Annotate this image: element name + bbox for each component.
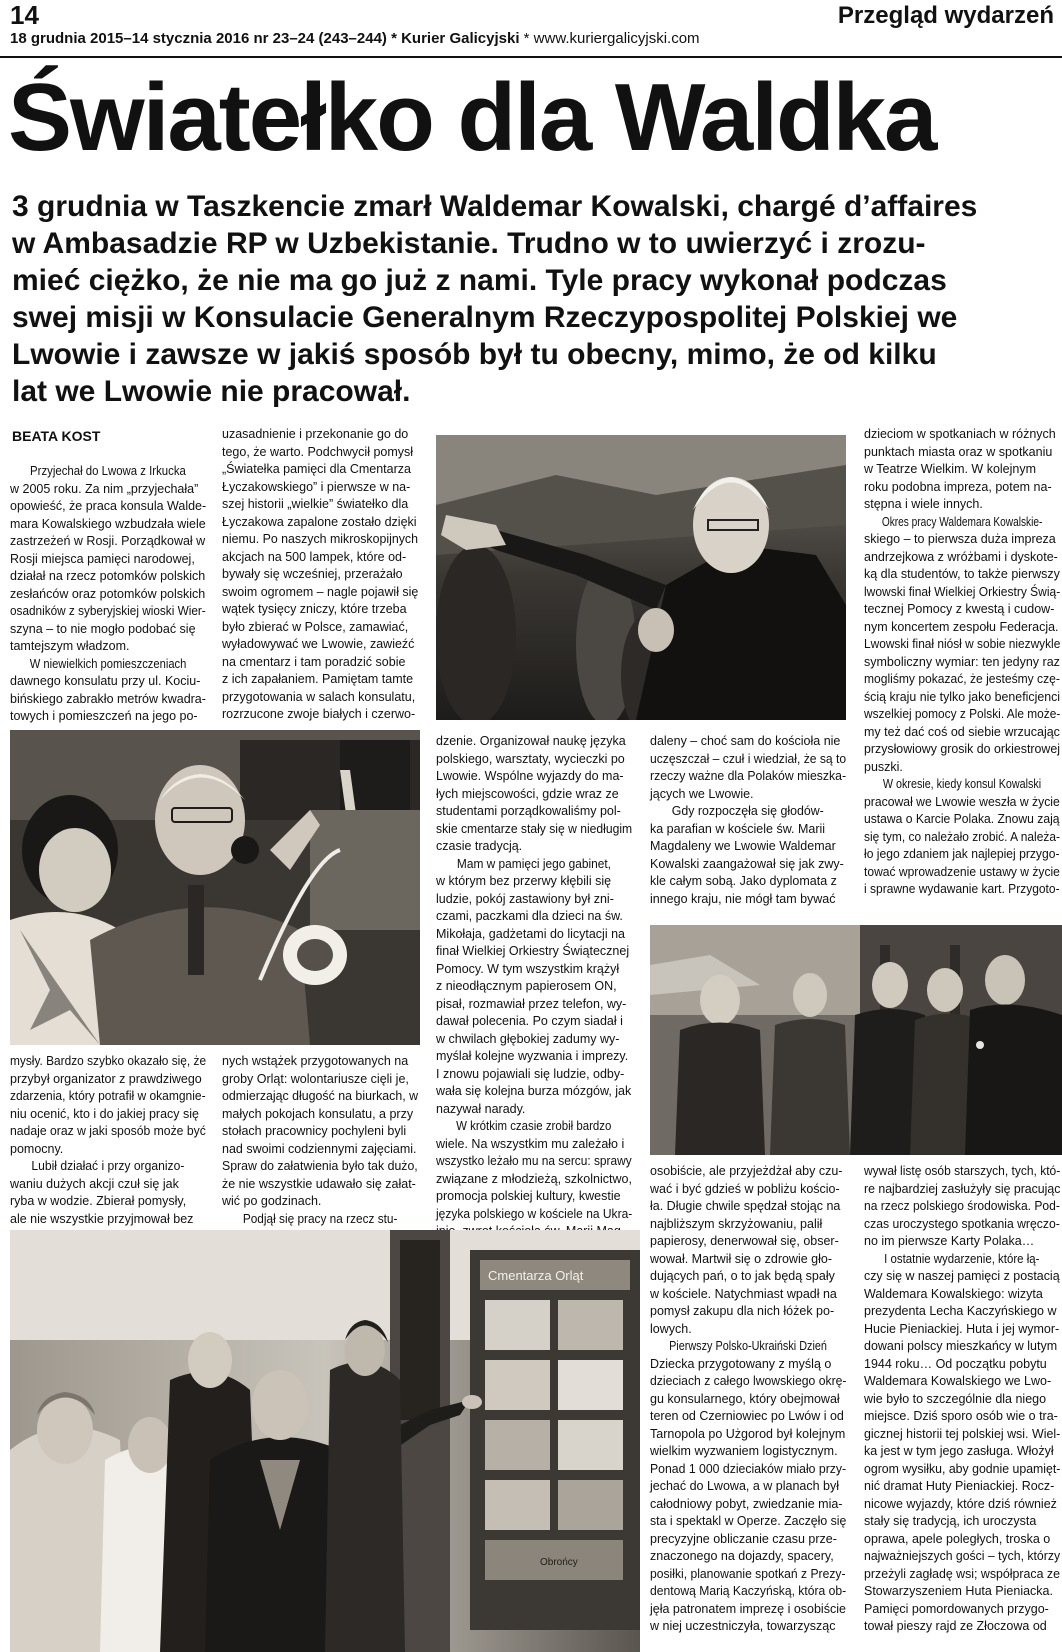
text-line: tamtejszym władzom. (10, 639, 130, 653)
text-line: dowani polscy mieszkańcy w lutym (864, 1339, 1058, 1353)
text-line: Ponad 1 000 dzieciaków miało przy- (650, 1461, 847, 1476)
text-line: posiłki, planowanie spotkań z Prezy- (650, 1566, 846, 1581)
issue-line (10, 30, 700, 47)
text-line: precyzyjne obliczanie czasu prze- (650, 1531, 837, 1546)
text-line: Rosji miejsca pamięci narodowej, (10, 551, 195, 566)
text-line: miejsce. Dziś sporo osób wie o tra- (864, 1409, 1058, 1423)
header-rule (0, 56, 1062, 58)
text-line: punktach miasta oraz w spotkaniu (864, 444, 1053, 459)
text-line: dzieciom w spotkaniach w różnych (864, 427, 1056, 441)
text-line: Magdaleny we Lwowie Waldemar (650, 839, 836, 853)
text-line: Podjął się pracy na rzecz stu- (242, 1211, 398, 1226)
text-line: ka parafian w kościele św. Marii (650, 821, 826, 836)
text-line: przybył organizator z prawdziwego (10, 1071, 202, 1086)
text-line: łych miejscowości, gdzie wraz ze (436, 786, 619, 801)
text-line: no im pierwsze Karty Polaka… (864, 1234, 1035, 1248)
text-line: rozrzucone zwoje białych i czerwo- (222, 707, 416, 721)
text-line: Pierwszy Polsko-Ukraiński Dzień (669, 1339, 827, 1353)
text-line: Lwowski finał niósł w sobie niezwykle (864, 637, 1061, 651)
text-line: I znowu pojawiali się ludzie, odby- (436, 1066, 625, 1081)
text-line: tował pieszy rajd ze Złoczowa od (864, 1619, 1047, 1633)
text-line: 1944 roku… Od początku pobytu (864, 1356, 1047, 1371)
text-line: nazywał narady. (436, 1101, 526, 1116)
exhibition-board-title: Cmentarza Orląt (488, 1268, 584, 1283)
text-line: było zbierać w Polsce, zamawiać, (222, 619, 409, 634)
text-line: lwowski finał Wielkiej Orkiestry Świą- (864, 584, 1061, 599)
text-line: Tarnopola po Użgorod był kolejnym (650, 1426, 846, 1441)
text-line: pisał, rozmawiał przez telefon, wy- (436, 996, 627, 1011)
lead-line: w Ambasadzie RP w Uzbekistanie. Trudno w to uwierzyć i zrozu- (12, 227, 926, 260)
text-line: studentami porządkowaliśmy pol- (436, 804, 621, 818)
text-line: ale nie wszystkie przyjmował bez (10, 1211, 194, 1226)
text-line: niemu. Po naszych mikroskopijnych (222, 532, 418, 546)
text-line: papierosy, denerwował się, obser- (650, 1234, 839, 1248)
text-line: symboliczny wymiar: ten jedyny raz (864, 654, 1060, 669)
text-line: znaczonego na dojazdy, spacery, (650, 1549, 834, 1563)
text-line: tecznej Pomocy z kwestą i cudow- (864, 602, 1055, 616)
text-line: groby Orląt: wolontariusze cięli je, (222, 1071, 409, 1086)
column-5-bottom (864, 1163, 1060, 1636)
text-line: opowieść, że praca konsula Walde- (10, 499, 207, 513)
byline: BEATA KOST (12, 428, 101, 444)
text-line: nad swoimi codziennymi zajęciami. (222, 1141, 417, 1156)
text-line: na cmentarz i tam poradzić sobie (222, 654, 406, 669)
text-line: w 2005 roku. Za nim „przyjechała” (10, 481, 199, 496)
text-line: wszystko leżało mu na sercu: sprawy (436, 1154, 632, 1168)
text-line: Waldemara Kowalskiego we Lwo- (864, 1374, 1052, 1388)
text-line: bińskiego zabrakło metrów kwadra- (10, 691, 206, 706)
column-2-top (222, 426, 418, 724)
text-line: rzeczy ważne dla Polaków mieszka- (650, 769, 847, 783)
text-line: tego, że warto. Podchwycił pomysł (222, 444, 414, 459)
text-line: ła. Długie chwile spędzał stojąc na (650, 1199, 841, 1213)
photo-group-outdoors (650, 925, 1062, 1155)
text-line: zesłańców oraz potomków polskich (10, 586, 206, 601)
photo-consul-pointing (436, 435, 846, 720)
text-line: prezydenta Lecha Kaczyńskiego w (864, 1304, 1057, 1318)
text-line: gicznej historii tej polskiej wsi. Wiel- (864, 1426, 1061, 1441)
text-line: Dziecka przygotowany z myślą o (650, 1356, 832, 1371)
text-line: polskiego, warsztaty, wycieczki po (436, 751, 625, 766)
text-line: dentową Marią Kaczyńską, która ob- (650, 1584, 847, 1598)
lead-line: Lwowie i zawsze w jakiś sposób był tu obecny, mimo, że od kilku (12, 338, 937, 371)
text-line: jących we Lwowie. (650, 786, 754, 801)
text-line: Mikołaja, gadżetami do licytacji na (436, 926, 625, 941)
text-line: stołach pracownicy pochyleni byli (222, 1124, 407, 1138)
text-line: Okres pracy Waldemara Kowalskie- (881, 514, 1043, 529)
text-line: myślał kolejne wyzwania i imprezy. (436, 1049, 629, 1063)
text-line: dawał polecenia. Po czym siadał i (436, 1014, 623, 1028)
text-line: dzieciach z całego lwowskiego okrę- (650, 1374, 847, 1388)
lead-line: 3 grudnia w Taszkencie zmarł Waldemar Kowalski, chargé d’affaires (12, 190, 978, 223)
text-line: działał na rzecz potomków polskich (10, 569, 206, 583)
text-line: finał Wielkiej Orkiestry Świątecznej (436, 944, 630, 958)
text-line: W krótkim czasie zrobił bardzo (456, 1119, 612, 1133)
text-line: Przyjechał do Lwowa z Irkucka (30, 464, 186, 478)
text-line: nadaje oraz w jaki sposób może być (10, 1124, 206, 1138)
text-line: Kowalski zaangażował się jak zwy- (650, 856, 844, 871)
text-line: ludzie, pokój zastawiony był zni- (436, 891, 614, 906)
text-line: w Teatrze Wielkim. W kolejnym (864, 462, 1037, 476)
text-line: lowych. (650, 1321, 692, 1336)
text-line: re najbardziej zasłużyły się pracując (864, 1181, 1061, 1196)
text-line: towych i pomieszczeń na jego po- (10, 709, 198, 723)
text-line: Hucie Pieniackiej. Huta i jej wymor- (864, 1321, 1060, 1336)
text-line: jęła patronatem imprezę i osobiście (650, 1601, 846, 1616)
text-line: Łyczakowskiego” i pierwsze w na- (222, 479, 411, 494)
text-line: Lubił działać i przy organizo- (31, 1159, 185, 1173)
text-line: przygotowania w salach konsulatu, (222, 689, 416, 704)
text-line: pomocny. (10, 1141, 64, 1156)
text-line: tować wprowadzenie ustawy w życie (864, 864, 1060, 879)
text-line: w niej uczestniczyła, towarzysząc (650, 1619, 836, 1633)
lead-line: swej misji w Konsulacie Generalnym Rzeczypospolitej Polskiej we (12, 301, 958, 334)
text-line: czami, paczkami dla dzieci na św. (436, 909, 623, 923)
lead-line: mieć ciężko, że nie ma go już z nami. Tyle pracy wykonał podczas (12, 264, 947, 297)
text-line: Pamięci pomordowanych przygo- (864, 1601, 1049, 1616)
text-line: Gdy rozpoczęła się głodów- (671, 804, 824, 818)
text-line: bywały się wcześniej, przerażało (222, 567, 403, 581)
text-line: dzenie. Organizował naukę języka (436, 734, 626, 748)
text-line: osadników z syberyjskiej wioski Wier- (10, 604, 206, 618)
text-line: daleny – choć sam do kościoła nie (650, 734, 841, 748)
text-line: andrzejkowa z wróżbami i dyskote- (864, 549, 1058, 564)
text-line: dujących pań, o to jak będą spały (650, 1269, 835, 1283)
text-line: nicowe wyjazdy, które dziś również (864, 1496, 1057, 1511)
text-line: ło jego zdaniem jak najlepiej przygo- (864, 847, 1060, 861)
text-line: ustawa o Karcie Polaka. Znowu zają (864, 812, 1060, 826)
text-line: promocja polskiej kultury, kwestie (436, 1189, 621, 1203)
text-line: W niewielkich pomieszczeniach (29, 656, 187, 671)
text-line: mysły. Bardzo szybko okazało się, że (10, 1054, 207, 1068)
text-line: wała się kolejna burza mózgów, jak (436, 1084, 632, 1098)
text-line: Waldemara Kowalskiego: wizyta (864, 1286, 1043, 1301)
lead-paragraph (12, 188, 1052, 410)
text-line: przysłowiowy grosik do orkiestrowej (864, 742, 1060, 756)
photo-exhibition-visit (10, 1230, 640, 1652)
text-line: języka polskiego w kościele na Ukra- (436, 1206, 633, 1221)
text-line: całodniowy pobyt, zwiedzanie mia- (650, 1496, 843, 1511)
text-line: w chwilach głębokiej zadumy wy- (436, 1031, 620, 1046)
text-line: Stowarzyszeniem Huta Pieniacka. (864, 1584, 1053, 1598)
column-4-middle (650, 733, 846, 908)
text-line: dawnego konsulatu przy ul. Kociu- (10, 674, 201, 688)
text-line: najbliższym skrzyżowaniu, palił (650, 1216, 823, 1231)
text-line: Pomocy. W tym wszystkim krążył (436, 961, 620, 976)
column-2-bottom (222, 1053, 418, 1246)
text-line: z ich zapałaniem. Pamiętam tamte (222, 672, 414, 686)
text-line: że nie wszystkie udawało się załat- (222, 1176, 416, 1191)
text-line: I ostatnie wydarzenie, które łą- (884, 1251, 1040, 1266)
text-line: Mam w pamięci jego gabinet, (456, 856, 611, 871)
column-1-bottom (10, 1053, 206, 1246)
text-line: szyna – to nie mogło podobać się (10, 621, 196, 636)
exhibition-board-caption: Obrońcy (540, 1557, 578, 1568)
text-line: puszki. (864, 759, 903, 774)
page-number: 14 (10, 0, 39, 30)
issue-dates: 18 grudnia 2015–14 stycznia 2016 nr 23–24 (243–244) * (10, 30, 397, 47)
text-line: związane z młodzieżą, szkolnictwo, (436, 1171, 632, 1186)
text-line: wielkim wyzwaniem logistycznym. (650, 1444, 838, 1458)
text-line: ogrom wysiłku, aby godnie upamięt- (864, 1461, 1061, 1476)
text-line: sta i spektakl w Operze. Zaczęło się (650, 1514, 847, 1528)
section-title: Przegląd wydarzeń (837, 2, 1054, 29)
text-line: skie cmentarze stały się w niedługim (436, 821, 633, 836)
text-line: małych pokojach konsulatu, a przy (222, 1106, 414, 1121)
text-line: przeżyli zagładę wsi; współpraca ze (864, 1566, 1061, 1581)
text-line: swoim ogromem – nagle pojawił się (222, 584, 419, 599)
text-line: uzasadnienie i przekonanie go do (222, 427, 409, 441)
column-1-top (10, 463, 206, 726)
text-line: oprawa, apele poległych, troska o (864, 1531, 1051, 1546)
text-line: osobiście, ale przyjeżdżał aby czu- (650, 1164, 843, 1178)
text-line: roku podobna impreza, potem na- (864, 479, 1052, 494)
text-line: ka jest w tym jego zasługa. Włożył (864, 1444, 1054, 1458)
text-line: najważniejszych gości – tych, którzy (864, 1549, 1061, 1563)
text-line: wszelkiej pomocy z Polski. Ale może- (864, 707, 1061, 721)
text-line: czas uroczystego spotkania wręczo- (864, 1216, 1060, 1231)
text-line: W okresie, kiedy konsul Kowalski (882, 777, 1042, 791)
text-line: na rzecz polskiego środowiska. Pod- (864, 1199, 1060, 1213)
text-line: wiele. Na wszystkim mu zależało i (436, 1136, 625, 1151)
text-line: pomysł zakupu dla nich łóżek po- (650, 1304, 835, 1318)
photo-consul-microphone (10, 730, 420, 1045)
text-line: wyładowywać we Lwowie, zawieźć (222, 637, 415, 651)
text-line: pracował we Lwowie weszła w życie (864, 794, 1060, 809)
text-line: innego kraju, nie mógł tam bywać (650, 891, 836, 906)
text-line: szej historii „wielkie” światełko dla (222, 497, 409, 511)
text-line: zdarzenia, który potrafił w okamgnie- (10, 1089, 206, 1103)
text-line: ścią kraju nie tylko jako beneficjenci (864, 689, 1061, 704)
text-line: ką dla studentów, to także pierwszy (864, 567, 1060, 581)
text-line: i sprawne wydawanie kart. Przygoto- (864, 882, 1060, 896)
text-line: wywał listę osób starszych, tych, któ- (864, 1164, 1061, 1178)
text-line: nych wstążek przygotowanych na (222, 1054, 409, 1068)
text-line: Lwowie. Wspólne wyjazdy do ma- (436, 769, 624, 783)
text-line: ryba w wodzie. Zbierał pomysły, (10, 1194, 187, 1208)
text-line: Łyczakowa zapalone zostało dzięki (222, 514, 417, 529)
text-line: wić po godzinach. (222, 1194, 322, 1208)
text-line: waniu dużych akcji czuł się jak (10, 1176, 179, 1191)
text-line: „Światełka pamięci dla Cmentarza (222, 462, 411, 476)
text-line: wać i być gdzieś w pobliżu kościo- (650, 1181, 840, 1196)
text-line: my też dać coś od siebie wrzucając (864, 724, 1060, 739)
text-line: uczęszczał – czuł i wiedział, że są to (650, 751, 847, 766)
column-5-top (864, 426, 1060, 899)
text-line: wątek tysięcy zniczy, które trzeba (222, 602, 407, 616)
text-line: Spraw do załatwienia było tak dużo, (222, 1159, 418, 1173)
website: * www.kuriergalicyjski.com (523, 30, 700, 47)
text-line: stały się tradycją, ich uroczysta (864, 1514, 1037, 1528)
text-line: zastrzeżeń w Rosji. Porządkował w (10, 534, 206, 548)
text-line: wował. Martwił się o zdrowie gło- (650, 1251, 833, 1266)
text-line: w kościele. Natychmiast wpadł na (650, 1286, 837, 1301)
column-3-middle (436, 733, 632, 1241)
text-line: wie było to szczególnie dla niego (864, 1391, 1047, 1406)
text-line: kle całym sobą. Jako dyplomata z (650, 874, 837, 888)
text-line: akcjach na 500 lampek, które od- (222, 549, 407, 564)
text-line: niu ocenić, kto i do jakiej pracy się (10, 1106, 199, 1121)
text-line: jechać do Lwowa, a w planach był (650, 1479, 840, 1493)
text-line: czasie tradycją. (436, 839, 523, 853)
text-line: teren od Czerniowiec po Lwów i od (650, 1409, 844, 1423)
text-line: czy się w naszej pamięci z postacią (864, 1269, 1060, 1283)
text-line: gu konsularnego, który obejmował (650, 1391, 840, 1406)
headline: Światełko dla Waldka (8, 64, 936, 171)
text-line: w którym bez przerwy kłębili się (436, 874, 612, 888)
column-4-bottom (650, 1163, 846, 1636)
publication-name: Kurier Galicyjski (401, 30, 520, 47)
text-line: nić dramat Huty Pieniackiej. Rocz- (864, 1479, 1055, 1493)
text-line: mogliśmy pokazać, że jesteśmy czę- (864, 672, 1060, 686)
text-line: skiego – to pierwsza duża impreza (864, 532, 1056, 546)
text-line: mara Kowalskiego wzbudzała wiele (10, 516, 206, 531)
text-line: się tym, co należało zrobić. A należa- (864, 829, 1060, 844)
text-line: odmierzając długość na biurkach, w (222, 1089, 419, 1103)
lead-line: lat we Lwowie nie pracował. (12, 375, 411, 408)
text-line: z nieodłącznym papierosem ON, (436, 979, 617, 993)
text-line: stępna i wiele innych. (864, 497, 983, 511)
text-line: nym koncertem zespołu Federacja. (864, 619, 1059, 634)
